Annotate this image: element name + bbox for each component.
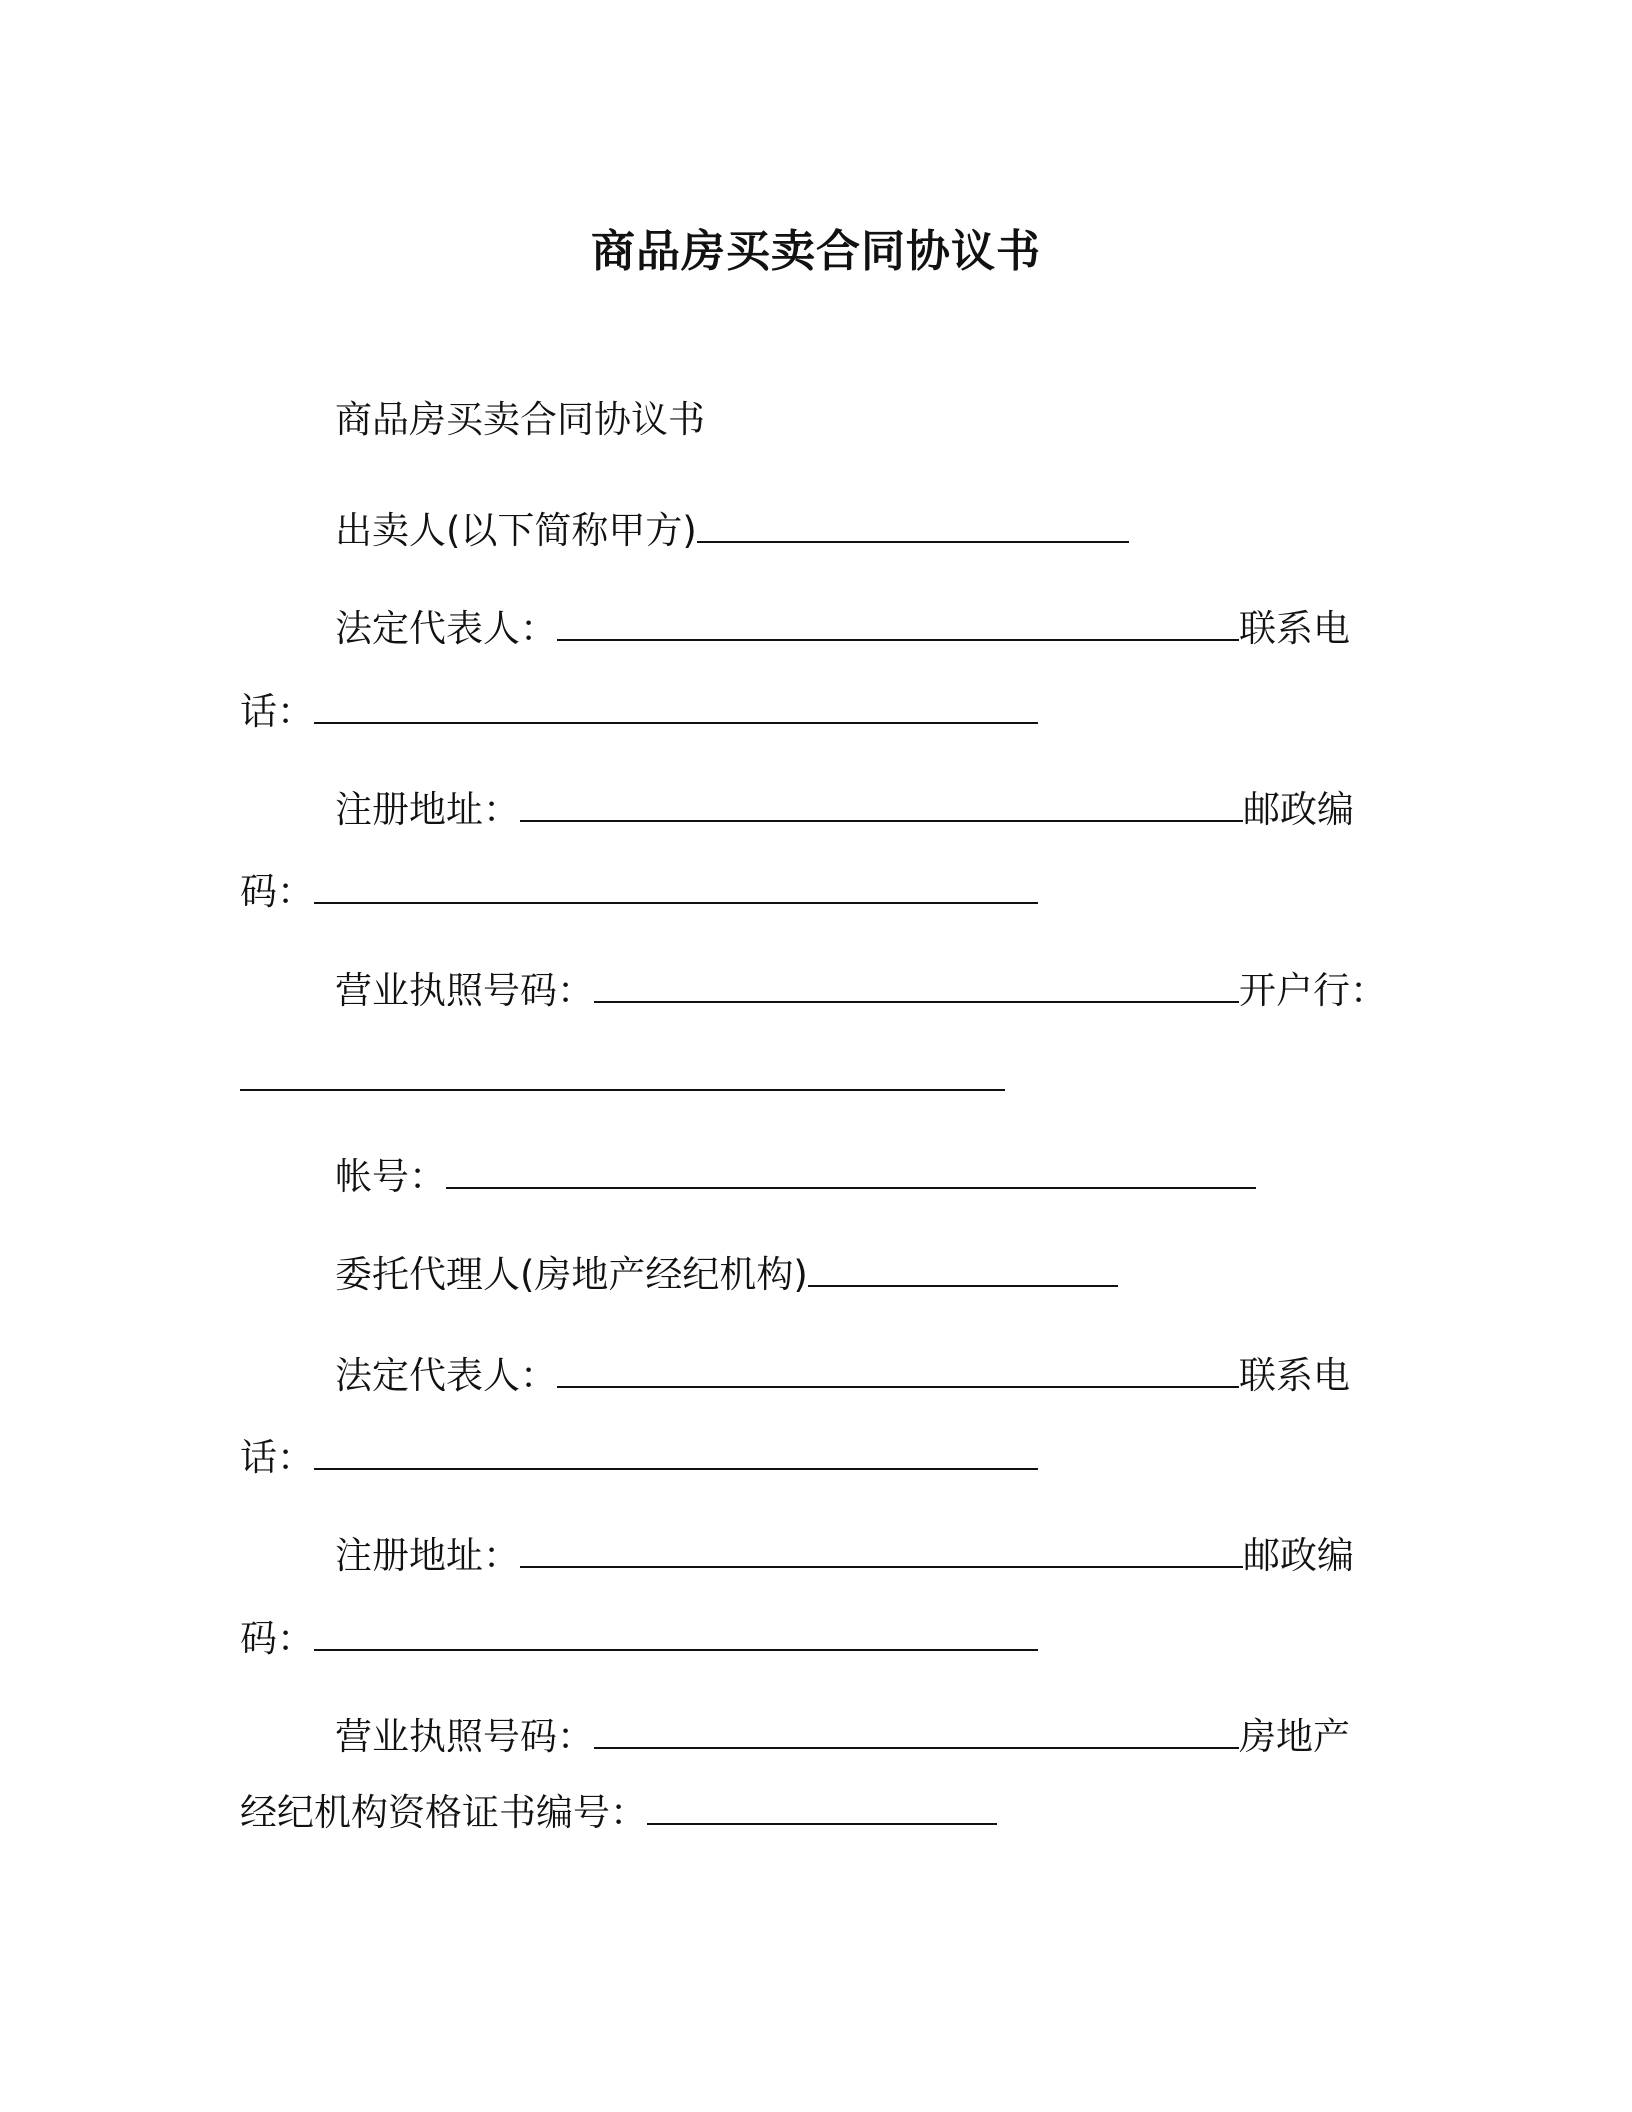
- agent-address-line: [335, 1530, 1354, 1581]
- agent-postal-label-end: 码：: [240, 1617, 314, 1660]
- agent-address-field[interactable]: [520, 1530, 1243, 1568]
- seller-phone-line: [240, 686, 1038, 737]
- seller-phone-label-start: 联系电: [1239, 607, 1350, 650]
- agent-postal-label-start: 邮政编: [1243, 1534, 1354, 1577]
- seller-account-line: [335, 1151, 1256, 1202]
- agent-legal-rep-line: [335, 1350, 1350, 1401]
- agent-party-line: [335, 1249, 1118, 1300]
- agent-phone-field[interactable]: [314, 1432, 1038, 1470]
- seller-bank-label: 开户行：: [1239, 969, 1387, 1012]
- seller-bank-line: [240, 1053, 1005, 1104]
- seller-phone-label-end: 话：: [240, 690, 314, 733]
- seller-bank-field[interactable]: [240, 1053, 1005, 1091]
- seller-postal-label-start: 邮政编: [1243, 788, 1354, 831]
- agent-cert-label-start: 房地产: [1239, 1715, 1350, 1758]
- document-title: 商品房买卖合同协议书: [591, 226, 1041, 277]
- seller-license-line: [335, 965, 1387, 1016]
- seller-party-line: [335, 505, 1129, 556]
- seller-postal-field[interactable]: [314, 866, 1038, 904]
- seller-legal-rep-line: [335, 603, 1350, 654]
- seller-account-field[interactable]: [446, 1151, 1256, 1189]
- seller-address-line: [335, 784, 1354, 835]
- agent-phone-label-end: 话：: [240, 1436, 314, 1479]
- agent-postal-line: [240, 1613, 1038, 1664]
- seller-postal-label-end: 码：: [240, 870, 314, 913]
- agent-party-label: 委托代理人(房地产经纪机构): [335, 1253, 808, 1296]
- seller-address-field[interactable]: [520, 784, 1243, 822]
- agent-license-label: 营业执照号码：: [335, 1715, 594, 1758]
- agent-phone-line: [240, 1432, 1038, 1483]
- agent-license-line: [335, 1711, 1350, 1762]
- seller-license-label: 营业执照号码：: [335, 969, 594, 1012]
- seller-phone-field[interactable]: [314, 686, 1038, 724]
- agent-name-field[interactable]: [808, 1249, 1118, 1287]
- agent-legal-rep-field[interactable]: [557, 1350, 1239, 1388]
- agent-postal-field[interactable]: [314, 1613, 1038, 1651]
- seller-party-label: 出卖人(以下简称甲方): [335, 509, 697, 552]
- seller-license-field[interactable]: [594, 965, 1239, 1003]
- document-subtitle: 商品房买卖合同协议书: [335, 398, 705, 441]
- seller-postal-line: [240, 866, 1038, 917]
- agent-cert-field[interactable]: [647, 1787, 997, 1825]
- seller-legal-rep-field[interactable]: [557, 603, 1239, 641]
- agent-cert-label-end: 经纪机构资格证书编号：: [240, 1791, 647, 1834]
- seller-address-label: 注册地址：: [335, 788, 520, 831]
- agent-license-field[interactable]: [594, 1711, 1239, 1749]
- agent-legal-rep-label: 法定代表人：: [335, 1354, 557, 1397]
- seller-legal-rep-label: 法定代表人：: [335, 607, 557, 650]
- seller-name-field[interactable]: [697, 505, 1129, 543]
- agent-phone-label-start: 联系电: [1239, 1354, 1350, 1397]
- agent-address-label: 注册地址：: [335, 1534, 520, 1577]
- agent-cert-line: [240, 1787, 997, 1838]
- seller-account-label: 帐号：: [335, 1155, 446, 1198]
